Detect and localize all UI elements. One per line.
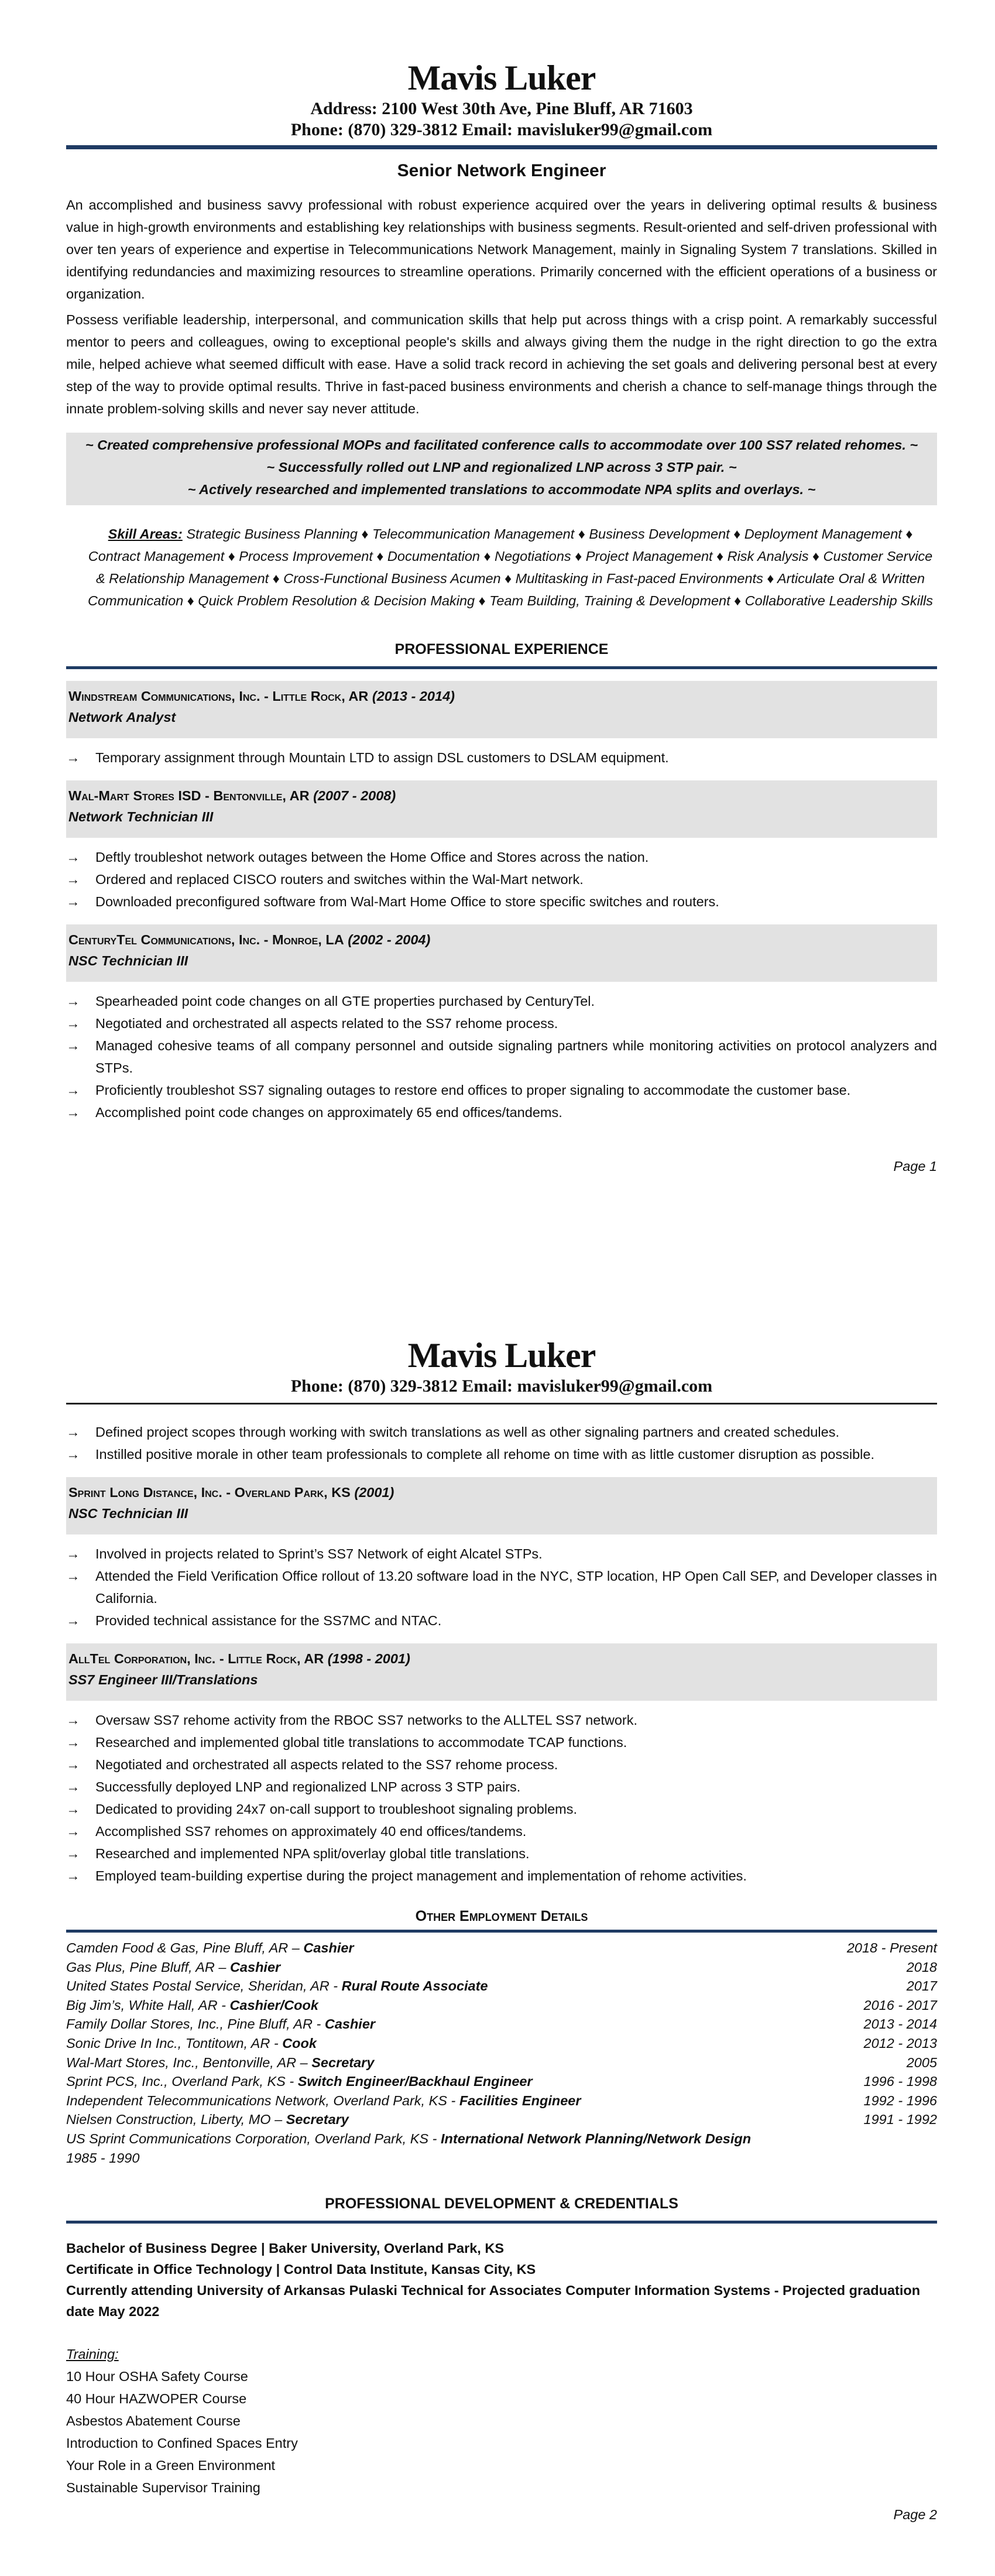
employment-entry — [66, 2110, 349, 2129]
address: Address: 2100 West 30th Ave, Pine Bluff, AR 71603 — [310, 99, 693, 118]
job-company-line — [68, 929, 935, 950]
contact-info: Phone: (870) 329-3812 Email: mavisluker99@gmail.com — [290, 120, 713, 139]
employment-dates: 2018 — [906, 1959, 937, 1975]
employment-entry — [66, 1958, 280, 1977]
section-divider — [66, 666, 937, 669]
bullet-item — [66, 1820, 937, 1842]
bullet-text: Researched and implemented global title translations to accommodate TCAP functions. — [95, 1735, 627, 1750]
bullet-text: Proficiently troubleshot SS7 signaling outages to restore end offices to proper signaling to accommodate the customer base. — [95, 1083, 851, 1098]
bullet-item — [66, 868, 937, 890]
job-bullets — [66, 1709, 937, 1887]
job-years: (2002 - 2004) — [348, 932, 431, 947]
employment-role: Facilities Engineer — [459, 2092, 581, 2108]
arrow-icon: → — [66, 1447, 80, 1462]
employment-entry — [66, 2015, 375, 2034]
company-name: Sprint Long Distance, Inc. - Overland Park, KS — [68, 1485, 351, 1500]
job-years: (2001) — [354, 1485, 394, 1500]
employment-dates: 2018 - Present — [846, 1940, 937, 1955]
employment-row — [66, 2072, 937, 2091]
resume-page-1 — [66, 0, 937, 1174]
employer: Family Dollar Stores, Inc., Pine Bluff, AR - — [66, 2016, 325, 2032]
bullet-text: Negotiated and orchestrated all aspects related to the SS7 rehome process. — [95, 1757, 558, 1772]
employer: Wal-Mart Stores, Inc., Bentonville, AR – — [66, 2054, 312, 2070]
training-item: Your Role in a Green Environment — [66, 2458, 276, 2474]
education-list — [66, 2238, 937, 2322]
job-years: (2007 - 2008) — [313, 788, 396, 803]
arrow-icon: → — [66, 1016, 80, 1031]
job-title: NSC Technician III — [68, 953, 188, 968]
training-item: 40 Hour HAZWOPER Course — [66, 2391, 247, 2407]
job-title: NSC Technician III — [68, 1506, 188, 1521]
job-company-line — [68, 686, 935, 707]
arrow-icon: → — [66, 1546, 80, 1561]
training-item: Introduction to Confined Spaces Entry — [66, 2435, 298, 2451]
summary-paragraph: An accomplished and business savvy professional with robust experience acquired over the years in delivering optimal results & business value in high-growth environments and establishing key relationships with business segments. Result-oriented and self-driven professional with over ten years of experience and expertise in Telecommunications Network Management, mainly in Signaling System 7 translations. Skilled in identifying redundancies and maximizing resources to streamline operations. Primarily concerned with the efficient operations of a business or organization. — [66, 197, 937, 302]
job-company-line — [68, 1648, 935, 1669]
employment-row — [66, 2129, 937, 2149]
employer: Gas Plus, Pine Bluff, AR – — [66, 1959, 230, 1975]
arrow-icon: → — [66, 872, 80, 887]
arrow-icon: → — [66, 1613, 80, 1628]
bullet-text: Defined project scopes through working with switch translations as well as other signaling partners and created schedules. — [95, 1424, 839, 1440]
arrow-icon: → — [66, 1846, 80, 1861]
bullet-item — [66, 846, 937, 868]
skill-areas-label: Skill Areas: — [108, 526, 183, 542]
jobs-list — [66, 1477, 937, 1887]
arrow-icon: → — [66, 1868, 80, 1883]
arrow-icon: → — [66, 1424, 80, 1440]
education-item: Certificate in Office Technology | Control Data Institute, Kansas City, KS — [66, 2262, 536, 2277]
bullet-text: Spearheaded point code changes on all GTE properties purchased by CenturyTel. — [95, 994, 595, 1009]
employment-row — [66, 1958, 937, 1977]
training-list — [66, 2365, 937, 2499]
employment-role: Cashier — [229, 1959, 281, 1975]
job-bullets — [66, 846, 937, 913]
employment-role: Rural Route Associate — [341, 1978, 488, 1994]
bullet-text: Employed team-building expertise during the project management and implementation of rehome activities. — [95, 1868, 747, 1883]
employment-row — [66, 2015, 937, 2034]
bullet-item — [66, 1798, 937, 1820]
company-name: Wal-Mart Stores ISD - Bentonville, AR — [68, 788, 310, 803]
employment-dates: 1996 - 1998 — [863, 2074, 937, 2089]
job-bullets — [66, 1543, 937, 1632]
arrow-icon: → — [66, 1038, 80, 1053]
job-bullets — [66, 746, 937, 769]
skill-areas — [66, 523, 937, 612]
jobs-list — [66, 681, 937, 1123]
job-header — [66, 1477, 937, 1534]
employment-dates: 1991 - 1992 — [863, 2112, 937, 2128]
bullet-text: Oversaw SS7 rehome activity from the RBOC SS7 networks to the ALLTEL SS7 network. — [95, 1712, 638, 1728]
highlight: ~ Actively researched and implemented translations to accommodate NPA splits and overlays. ~ — [187, 482, 816, 497]
education-item: Currently attending University of Arkansas Pulaski Technical for Associates Computer Information Systems - Projected graduation date May 2022 — [66, 2283, 921, 2320]
bullet-item — [66, 1034, 937, 1079]
employment-entry — [66, 2129, 751, 2149]
arrow-icon: → — [66, 1757, 80, 1772]
summary-paragraph: Possess verifiable leadership, interpersonal, and communication skills that help put across things with a crisp point. A remarkably successful mentor to peers and colleagues, owing to exceptional people's skills and always giving them the nudge in the right direction to go the extra mile, helped achieve what seemed difficult with ease. Have a solid track record in achieving the set goals and delivering personal best at every step of the way to provide optimal results. Thrive in fast-paced business environments and cherish a chance to self-manage things through the innate problem-solving skills and never say never attitude. — [66, 312, 937, 416]
arrow-icon: → — [66, 1801, 80, 1817]
employer: Sonic Drive In Inc., Tontitown, AR - — [66, 2035, 283, 2051]
bullet-text: Instilled positive morale in other team professionals to complete all rehome on time with as little customer disruption as possible. — [95, 1447, 874, 1462]
bullet-item — [66, 1753, 937, 1776]
section-title-experience: PROFESSIONAL EXPERIENCE — [394, 641, 609, 657]
employment-dates: 2012 - 2013 — [863, 2035, 937, 2051]
company-name: AllTel Corporation, Inc. - Little Rock, AR — [68, 1651, 324, 1666]
bullet-item — [66, 1012, 937, 1034]
employment-row — [66, 2034, 937, 2053]
resume-page-2 — [66, 1335, 937, 2523]
arrow-icon: → — [66, 1712, 80, 1728]
bullet-text: Provided technical assistance for the SS7MC and NTAC. — [95, 1613, 442, 1628]
employment-dates: 2016 - 2017 — [863, 1997, 937, 2013]
section-divider — [66, 2221, 937, 2224]
bullet-text: Successfully deployed LNP and regionalized LNP across 3 STP pairs. — [95, 1779, 521, 1794]
bullet-item — [66, 1609, 937, 1632]
employment-entry — [66, 1938, 354, 1958]
headline: Senior Network Engineer — [397, 161, 606, 180]
bullet-item — [66, 1079, 937, 1101]
job-title: Network Technician III — [68, 809, 214, 824]
highlights-box — [66, 433, 937, 505]
employer: Sprint PCS, Inc., Overland Park, KS - — [66, 2074, 298, 2089]
bullet-text: Dedicated to providing 24x7 on-call support to troubleshoot signaling problems. — [95, 1801, 577, 1817]
header-divider — [66, 1403, 937, 1405]
employment-role: Cashier — [303, 1940, 354, 1955]
job-years: (2013 - 2014) — [372, 688, 455, 704]
skill-areas-list: Strategic Business Planning ♦ Telecommunication Management ♦ Business Development ♦ Deployment Management ♦ Contract Management ♦ Process Improvement ♦ Documentation ♦ Negotiations ♦ Project Management ♦ Risk Analysis ♦ Customer Service & Relationship Management ♦ Cross-Functional Business Acumen ♦ Multitasking in Fast-paced Environments ♦ Articulate Oral & Written Communication ♦ Quick Problem Resolution & Decision Making ♦ Team Building, Training & Development ♦ Collaborative Leadership Skills — [87, 526, 934, 608]
employment-role: Switch Engineer/Backhaul Engineer — [297, 2074, 533, 2089]
bullet-text: Deftly troubleshot network outages between the Home Office and Stores across the nation. — [95, 849, 649, 865]
bullet-item — [66, 1865, 937, 1887]
bullet-item — [66, 1842, 937, 1865]
employment-dates: 2013 - 2014 — [863, 2016, 937, 2032]
bullet-item — [66, 1565, 937, 1609]
employment-row — [66, 2149, 937, 2168]
arrow-icon: → — [66, 750, 80, 765]
employment-row — [66, 2091, 937, 2111]
job-company-line — [68, 1482, 935, 1503]
job-header — [66, 780, 937, 838]
arrow-icon: → — [66, 1779, 80, 1794]
bullet-text: Temporary assignment through Mountain LTD to assign DSL customers to DSLAM equipment. — [95, 750, 669, 765]
employment-role: International Network Planning/Network Design — [440, 2130, 752, 2146]
candidate-name: Mavis Luker — [407, 1336, 596, 1375]
arrow-icon: → — [66, 1083, 80, 1098]
employment-role: Cook — [282, 2035, 317, 2051]
job-title: Network Analyst — [68, 710, 176, 725]
bullet-item — [66, 1101, 937, 1123]
bullet-text: Downloaded preconfigured software from Wal-Mart Home Office to store specific switches and routers. — [95, 894, 719, 909]
bullet-item — [66, 990, 937, 1012]
bullet-text: Negotiated and orchestrated all aspects related to the SS7 rehome process. — [95, 1016, 558, 1031]
page-number: Page 1 — [893, 1159, 937, 1174]
employer: Independent Telecommunications Network, Overland Park, KS - — [66, 2092, 459, 2108]
employment-entry — [66, 1996, 318, 2015]
arrow-icon: → — [66, 1105, 80, 1120]
employment-row — [66, 2110, 937, 2129]
employment-role: Cashier/Cook — [229, 1997, 318, 2013]
employment-dates: 2017 — [906, 1978, 937, 1994]
education-item: Bachelor of Business Degree | Baker University, Overland Park, KS — [66, 2241, 504, 2256]
employment-row — [66, 2053, 937, 2073]
bullet-item — [66, 1709, 937, 1731]
bullet-item — [66, 1421, 937, 1443]
bullet-item — [66, 746, 937, 769]
bullet-text: Researched and implemented NPA split/overlay global title translations. — [95, 1846, 530, 1861]
job-bullets — [66, 990, 937, 1123]
employment-row — [66, 1996, 937, 2015]
job-header — [66, 681, 937, 738]
employment-role: Secretary — [311, 2054, 375, 2070]
employment-entry — [66, 2053, 374, 2073]
bullet-item — [66, 890, 937, 913]
employment-entry — [66, 2034, 317, 2053]
employment-entry — [66, 2091, 581, 2111]
bullet-item — [66, 1731, 937, 1753]
bullet-text: Accomplished point code changes on approximately 65 end offices/tandems. — [95, 1105, 562, 1120]
section-divider — [66, 1930, 937, 1933]
arrow-icon: → — [66, 1568, 80, 1584]
job-title: SS7 Engineer III/Translations — [68, 1672, 258, 1687]
arrow-icon: → — [66, 849, 80, 865]
bullet-text: Involved in projects related to Sprint’s SS7 Network of eight Alcatel STPs. — [95, 1546, 543, 1561]
other-employment-list — [66, 1938, 937, 2167]
employer: Camden Food & Gas, Pine Bluff, AR – — [66, 1940, 304, 1955]
employer: Big Jim’s, White Hall, AR - — [66, 1997, 230, 2013]
employment-entry — [66, 2072, 533, 2091]
employment-role: Secretary — [286, 2112, 349, 2128]
section-title-credentials: PROFESSIONAL DEVELOPMENT & CREDENTIALS — [325, 2195, 678, 2212]
arrow-icon: → — [66, 994, 80, 1009]
bullet-item — [66, 1543, 937, 1565]
arrow-icon: → — [66, 894, 80, 909]
training-item: Asbestos Abatement Course — [66, 2413, 241, 2429]
job-company-line — [68, 785, 935, 806]
employment-entry — [66, 1976, 488, 1996]
job-years: (1998 - 2001) — [327, 1651, 410, 1666]
employer: US Sprint Communications Corporation, Overland Park, KS - — [66, 2130, 441, 2146]
bullet-text: Managed cohesive teams of all company personnel and outside signaling partners while monitoring activities on protocol analyzers and STPs. — [95, 1038, 937, 1075]
continued-bullets — [66, 1421, 937, 1465]
bullet-text: Accomplished SS7 rehomes on approximately 40 end offices/tandems. — [95, 1824, 527, 1839]
candidate-name: Mavis Luker — [407, 59, 596, 97]
arrow-icon: → — [66, 1735, 80, 1750]
employment-role: Cashier — [324, 2016, 376, 2032]
company-name: Windstream Communications, Inc. - Little Rock, AR — [68, 688, 369, 704]
employment-row — [66, 1976, 937, 1996]
bullet-item — [66, 1776, 937, 1798]
employment-dates: 1992 - 1996 — [863, 2092, 937, 2108]
bullet-text: Attended the Field Verification Office rollout of 13.20 software load in the NYC, STP location, HP Open Call SEP, and Developer classes in California. — [95, 1568, 937, 1606]
contact-info: Phone: (870) 329-3812 Email: mavisluker99@gmail.com — [290, 1376, 713, 1396]
arrow-icon: → — [66, 1824, 80, 1839]
page-number: Page 2 — [893, 2507, 937, 2523]
training-item: 10 Hour OSHA Safety Course — [66, 2369, 248, 2385]
bullet-item — [66, 1443, 937, 1465]
header-divider — [66, 145, 937, 149]
employment-row — [66, 1938, 937, 1958]
training-label: Training: — [66, 2347, 119, 2362]
section-title-other-employment: Other Employment Details — [415, 1908, 588, 1924]
bullet-text: Ordered and replaced CISCO routers and switches within the Wal-Mart network. — [95, 872, 584, 887]
employer: Nielsen Construction, Liberty, MO – — [66, 2112, 286, 2128]
training-item: Sustainable Supervisor Training — [66, 2480, 260, 2496]
job-header — [66, 924, 937, 982]
employment-dates: 1985 - 1990 — [66, 2150, 140, 2166]
highlight: ~ Created comprehensive professional MOPs and facilitated conference calls to accommodate over 100 SS7 related rehomes. ~ — [85, 437, 918, 453]
employer: United States Postal Service, Sheridan, AR - — [66, 1978, 342, 1994]
job-header — [66, 1643, 937, 1701]
employment-dates: 2005 — [906, 2054, 937, 2070]
company-name: CenturyTel Communications, Inc. - Monroe, LA — [68, 932, 344, 947]
highlight: ~ Successfully rolled out LNP and regionalized LNP across 3 STP pair. ~ — [266, 460, 737, 475]
